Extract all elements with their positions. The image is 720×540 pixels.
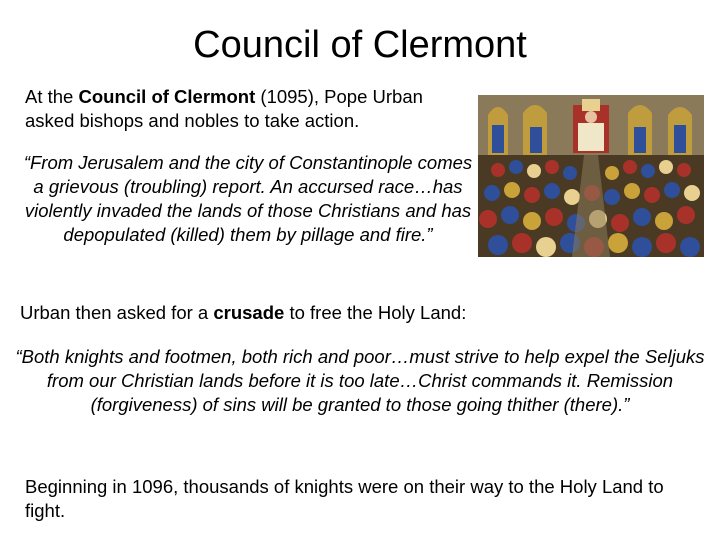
- urban-quote-report: “From Jerusalem and the city of Constantinople comes a grievous (troubling) report. An accursed race…has violently invaded the lands of those Christians and has depopulated (killed) them by pillage and fire.”: [23, 152, 473, 245]
- intro-text: At the: [25, 86, 79, 107]
- slide-title: Council of Clermont: [193, 24, 527, 66]
- closing-paragraph: Beginning in 1096, thousands of knights were on their way to the Holy Land to fight.: [25, 476, 664, 521]
- crusade-paragraph: [20, 301, 710, 325]
- crusade-text: Urban then asked for a: [20, 302, 214, 323]
- crusade-bold-term: crusade: [213, 302, 285, 323]
- intro-text-rest: (1095), Pope Urban asked bishops and nobles to take action.: [25, 86, 423, 131]
- crusade-text-rest: to free the Holy Land:: [284, 302, 467, 323]
- council-painting: [478, 95, 704, 257]
- intro-paragraph: [25, 85, 465, 133]
- intro-bold-term: Council of Clermont: [78, 86, 256, 107]
- council-painting-image: [478, 95, 704, 257]
- urban-quote-call: “Both knights and footmen, both rich and poor…must strive to help expel the Seljuks from our Christian lands before it is too late…Christ commands it. Remission (forgiveness) of sins will be granted to those going thither (there).”: [15, 346, 705, 415]
